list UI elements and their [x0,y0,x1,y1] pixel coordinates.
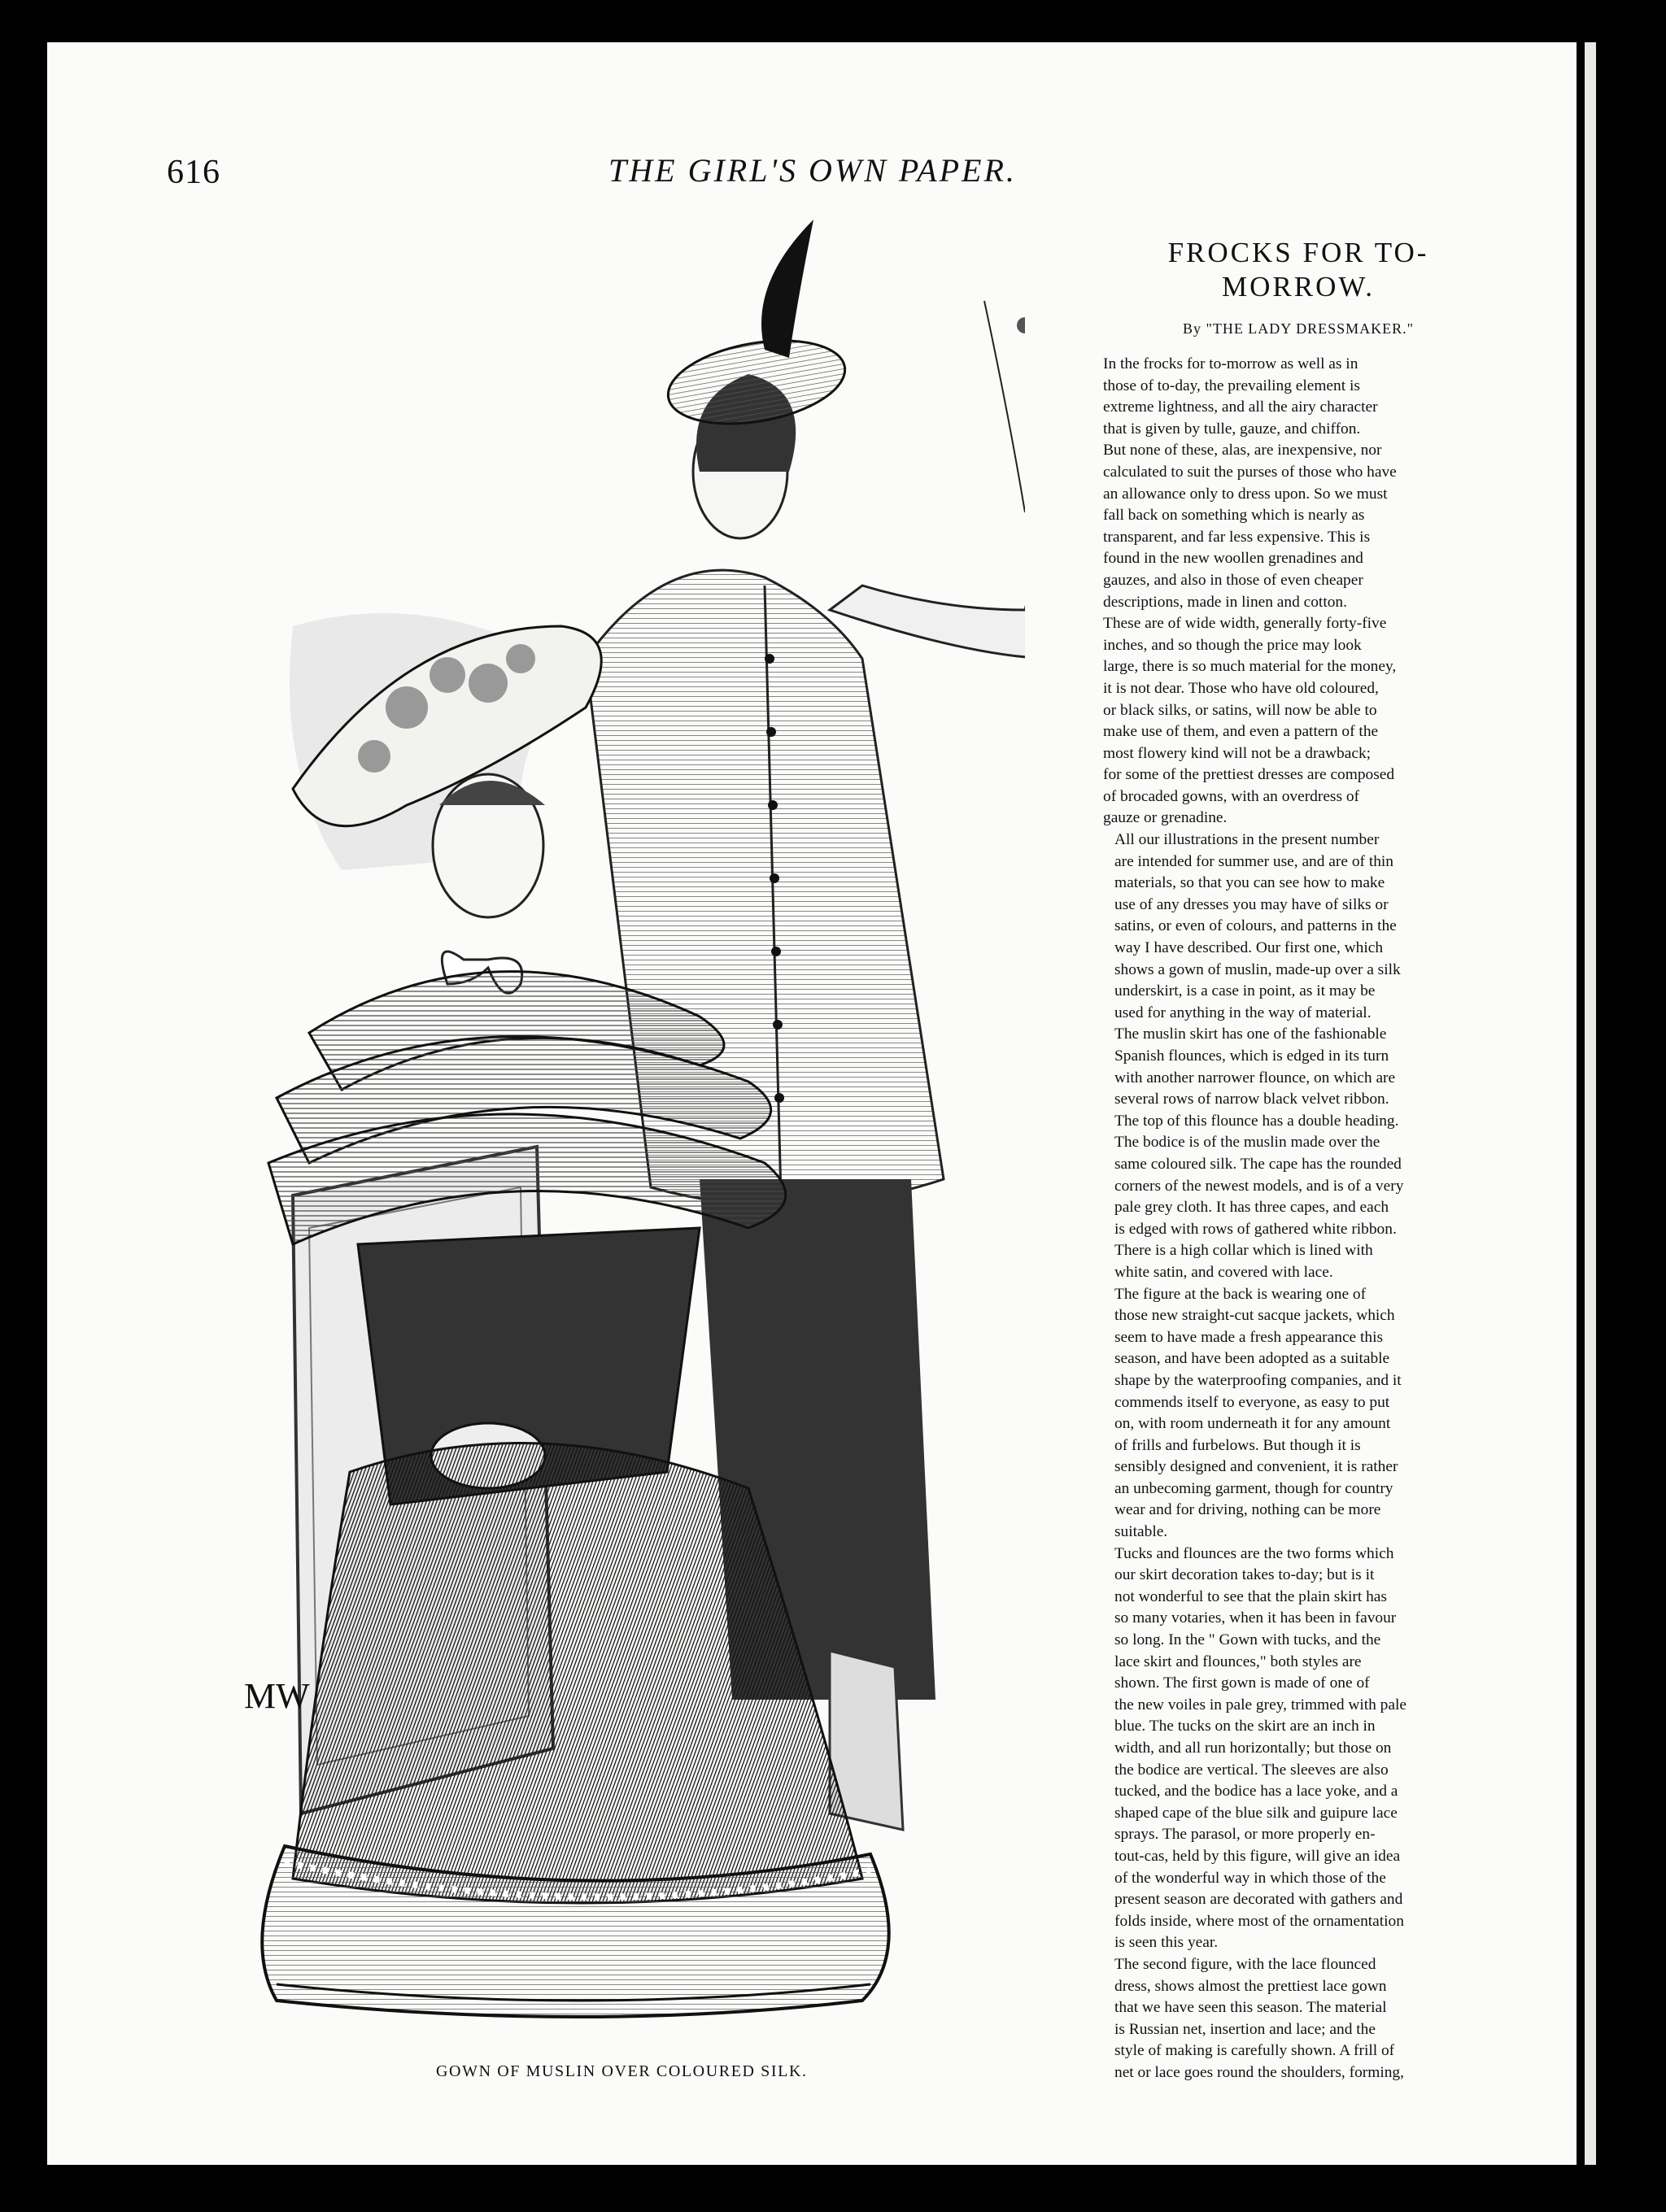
article-title [1103,236,1494,304]
text-line: our skirt decoration takes to-day; but is it [1114,1566,1375,1584]
text-line: for some of the prettiest dresses are composed [1103,766,1395,784]
article-paragraph [1103,1544,1494,1954]
text-line: The second figure, with the lace flounced [1114,1955,1376,1973]
text-line: those new straight-cut sacque jackets, which [1114,1307,1395,1325]
text-line: the bodice are vertical. The sleeves are also [1114,1761,1389,1779]
text-line: it is not dear. Those who have old coloured, [1103,679,1379,697]
text-line: extreme lightness, and all the airy character [1103,398,1378,416]
text-line: way I have described. Our first one, which [1114,939,1384,957]
text-line: corners of the newest models, and is of a very [1114,1177,1404,1195]
text-line: transparent, and far less expensive. This is [1103,528,1371,546]
text-line: net or lace goes round the shoulders, forming, [1114,2063,1404,2081]
text-line: style of making is carefully shown. A frill of [1114,2042,1395,2060]
text-line: make use of them, and even a pattern of the [1103,723,1379,741]
text-line: gauze or grenadine. [1103,809,1228,827]
text-line: is edged with rows of gathered white ribbon. [1114,1220,1397,1238]
text-line: The muslin skirt has one of the fashionable [1114,1025,1387,1043]
article-paragraph [1103,1954,1494,2084]
fashion-illustration [244,203,1025,2049]
text-line: the new voiles in pale grey, trimmed with pale [1114,1696,1407,1713]
text-line: width, and all run horizontally; but those on [1114,1740,1392,1757]
text-line: is seen this year. [1114,1934,1219,1952]
text-line: on, with room underneath it for any amount [1114,1415,1391,1433]
text-line: with another narrower flounce, on which are [1114,1069,1396,1086]
text-line: commends itself to everyone, as easy to put [1114,1393,1390,1411]
text-line: not wonderful to see that the plain skirt has [1114,1587,1387,1605]
text-line: sensibly designed and convenient, it is rather [1114,1458,1398,1476]
text-line: There is a high collar which is lined with [1114,1242,1373,1260]
article-paragraph [1103,830,1494,1283]
text-line: found in the new woollen grenadines and [1103,550,1363,568]
text-line: shows a gown of muslin, made-up over a silk [1114,960,1401,978]
text-line: All our illustrations in the present number [1114,831,1380,849]
next-page-edge [1585,42,1596,2165]
page-number: 616 [167,154,220,191]
text-line: tucked, and the bodice has a lace yoke, and a [1114,1783,1398,1801]
text-line: The figure at the back is wearing one of [1114,1285,1367,1303]
text-line: dress, shows almost the prettiest lace gown [1114,1977,1387,1995]
text-line: several rows of narrow black velvet ribbon. [1114,1091,1389,1108]
text-line: shape by the waterproofing companies, and it [1114,1371,1402,1389]
text-line: use of any dresses you may have of silks or [1114,895,1389,913]
text-line: These are of wide width, generally forty-five [1103,615,1387,633]
text-line: so long. In the " Gown with tucks, and the [1114,1631,1381,1649]
text-line: wear and for driving, nothing can be more [1114,1501,1381,1519]
text-line: underskirt, is a case in point, as it may be [1114,982,1376,1000]
figure-caption: GOWN OF MUSLIN OVER COLOURED SILK. [436,2062,808,2080]
text-line: The bodice is of the muslin made over the [1114,1134,1380,1152]
text-line: seem to have made a fresh appearance this [1114,1328,1384,1346]
byline: By "THE LADY DRESSMAKER." [1182,320,1415,337]
text-line: sprays. The parasol, or more properly en- [1114,1826,1376,1844]
text-line: present season are decorated with gathers and [1114,1891,1403,1909]
text-line: season, and have been adopted as a suitable [1114,1350,1390,1368]
artist-signature: MW [244,1676,310,1716]
text-line: an unbecoming garment, though for country [1114,1479,1393,1497]
text-line: of brocaded gowns, with an overdress of [1103,787,1360,805]
text-line: white satin, and covered with lace. [1114,1263,1333,1281]
text-line: an allowance only to dress upon. So we must [1103,485,1388,503]
text-line: suitable. [1114,1523,1168,1541]
text-line: materials, so that you can see how to make [1114,874,1385,892]
text-line: The top of this flounce has a double heading. [1114,1112,1399,1130]
text-line: calculated to suit the purses of those who have [1103,463,1397,481]
text-line: blue. The tucks on the skirt are an inch in [1114,1718,1376,1735]
article-body [1103,354,1494,2084]
text-line: of the wonderful way in which those of the [1114,1869,1386,1887]
text-line: large, there is so much material for the money, [1103,658,1397,676]
text-line: is Russian net, insertion and lace; and the [1114,2020,1376,2038]
text-line: folds inside, where most of the ornamentation [1114,1912,1404,1930]
text-line: fall back on something which is nearly as [1103,507,1365,525]
text-line: that is given by tulle, gauze, and chiffon. [1103,420,1361,438]
text-line: gauzes, and also in those of even cheaper [1103,571,1363,589]
article-paragraph [1103,354,1494,830]
text-line: those of to-day, the prevailing element is [1103,377,1360,394]
text-line: of frills and furbelows. But though it is [1114,1436,1361,1454]
text-line: tout-cas, held by this figure, will give an idea [1114,1847,1401,1865]
text-line: used for anything in the way of material. [1114,1004,1372,1021]
text-line: are intended for summer use, and are of thin [1114,852,1393,870]
text-line: But none of these, alas, are inexpensive, nor [1103,442,1382,459]
text-line: shaped cape of the blue silk and guipure lace [1114,1804,1398,1822]
text-line: most flowery kind will not be a drawback; [1103,744,1372,762]
text-line: or black silks, or satins, will now be able to [1103,701,1377,719]
title-line: FROCKS FOR TO- [1167,237,1429,268]
running-head: THE GIRL'S OWN PAPER. [608,152,1017,189]
text-line: same coloured silk. The cape has the rounded [1114,1155,1402,1173]
text-line: that we have seen this season. The material [1114,1999,1387,2017]
text-line: satins, or even of colours, and patterns in the [1114,917,1397,935]
text-line: descriptions, made in linen and cotton. [1103,593,1347,611]
text-line: Spanish flounces, which is edged in its turn [1114,1047,1389,1065]
text-line: lace skirt and flounces," both styles are [1114,1652,1362,1670]
article-paragraph [1103,1284,1494,1544]
text-line: Tucks and flounces are the two forms which [1114,1544,1394,1562]
text-line: shown. The first gown is made of one of [1114,1674,1370,1692]
text-line: inches, and so though the price may look [1103,636,1362,654]
text-line: pale grey cloth. It has three capes, and each [1114,1199,1389,1217]
title-line: MORROW. [1222,271,1375,303]
article [1103,236,1494,2084]
text-line: so many votaries, when it has been in favour [1114,1609,1397,1627]
text-line: In the frocks for to-morrow as well as in [1103,355,1359,372]
